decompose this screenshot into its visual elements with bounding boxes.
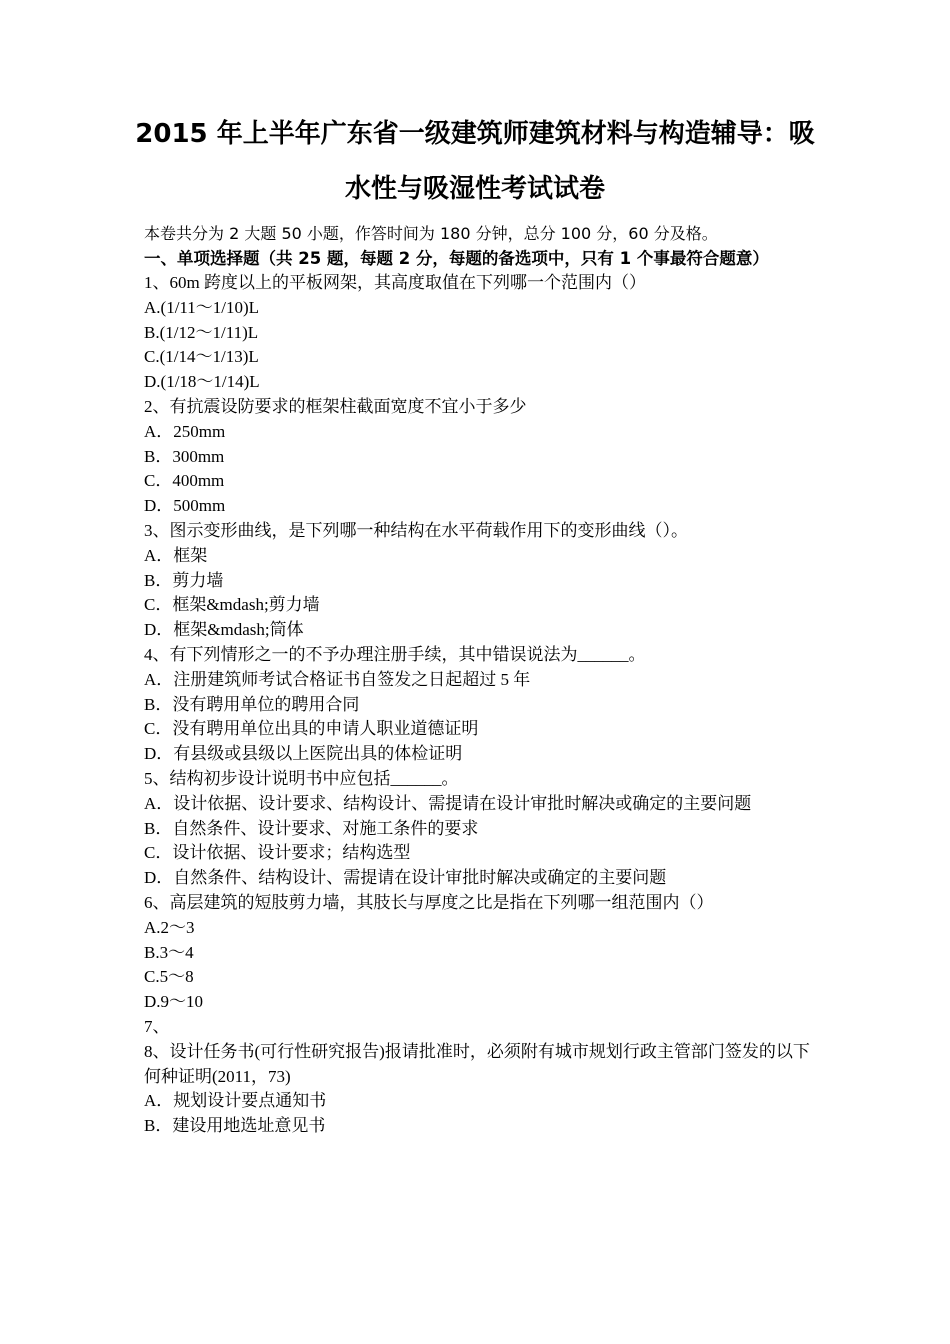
answer-option: B．剪力墙 — [144, 570, 224, 590]
question-stem: 2、有抗震设防要求的框架柱截面宽度不宜小于多少 — [144, 396, 527, 416]
answer-option: B.3～4 — [144, 942, 194, 962]
question-stem: 8、设计任务书(可行性研究报告)报请批准时，必须附有城市规划行政主管部门签发的以下何种证明(2011，73) — [144, 1041, 810, 1086]
answer-option: D．500mm — [144, 496, 226, 516]
document-title-line-1: 2015 年上半年广东省一级建筑师建筑材料与构造辅导：吸 — [135, 119, 815, 149]
answer-option: B．建设用地选址意见书 — [144, 1116, 326, 1136]
answer-option: C．没有聘用单位出具的申请人职业道德证明 — [144, 719, 479, 739]
section-heading: 一、单项选择题（共 25 题，每题 2 分，每题的备选项中，只有 1 个事最符合题意） — [144, 249, 769, 268]
exam-intro: 本卷共分为 2 大题 50 小题，作答时间为 180 分钟，总分 100 分，60 分及格。 — [144, 224, 718, 243]
answer-option: C.5～8 — [144, 967, 194, 987]
answer-option: D．框架&mdash;筒体 — [144, 620, 304, 640]
answer-option: D.(1/18～1/14)L — [144, 372, 260, 392]
answer-option: C．框架&mdash;剪力墙 — [144, 595, 320, 615]
question-stem: 7、 — [144, 1016, 170, 1036]
answer-option: C．设计依据、设计要求；结构选型 — [144, 843, 411, 863]
answer-option: A.(1/11～1/10)L — [144, 297, 260, 317]
answer-option: B．300mm — [144, 446, 225, 466]
answer-option: A．250mm — [144, 421, 226, 441]
document-body — [144, 221, 812, 1139]
answer-option: D.9～10 — [144, 992, 204, 1012]
question-stem: 3、图示变形曲线，是下列哪一种结构在水平荷载作用下的变形曲线（）。 — [144, 520, 688, 540]
answer-option: A．设计依据、设计要求、结构设计、需提请在设计审批时解决或确定的主要问题 — [144, 793, 752, 813]
answer-option: C.(1/14～1/13)L — [144, 347, 259, 367]
question-stem: 4、有下列情形之一的不予办理注册手续，其中错误说法为______。 — [144, 644, 646, 664]
answer-option: A．框架 — [144, 545, 208, 565]
answer-option: B.(1/12～1/11)L — [144, 322, 259, 342]
document-title-line-2: 水性与吸湿性考试试卷 — [344, 174, 605, 204]
answer-option: A．规划设计要点通知书 — [144, 1091, 327, 1111]
answer-option: B．没有聘用单位的聘用合同 — [144, 694, 360, 714]
question-stem: 5、结构初步设计说明书中应包括______。 — [144, 768, 459, 788]
answer-option: D．有县级或县级以上医院出具的体检证明 — [144, 744, 463, 764]
answer-option: A.2～3 — [144, 917, 195, 937]
question-stem: 6、高层建筑的短肢剪力墙，其肢长与厚度之比是指在下列哪一组范围内（） — [144, 892, 714, 912]
answer-option: C．400mm — [144, 471, 225, 491]
answer-option: A．注册建筑师考试合格证书自签发之日起超过 5 年 — [144, 669, 531, 689]
answer-option: D．自然条件、结构设计、需提请在设计审批时解决或确定的主要问题 — [144, 868, 667, 888]
answer-option: B．自然条件、设计要求、对施工条件的要求 — [144, 818, 479, 838]
question-stem: 1、60m 跨度以上的平板网架，其高度取值在下列哪一个范围内（） — [144, 273, 646, 292]
